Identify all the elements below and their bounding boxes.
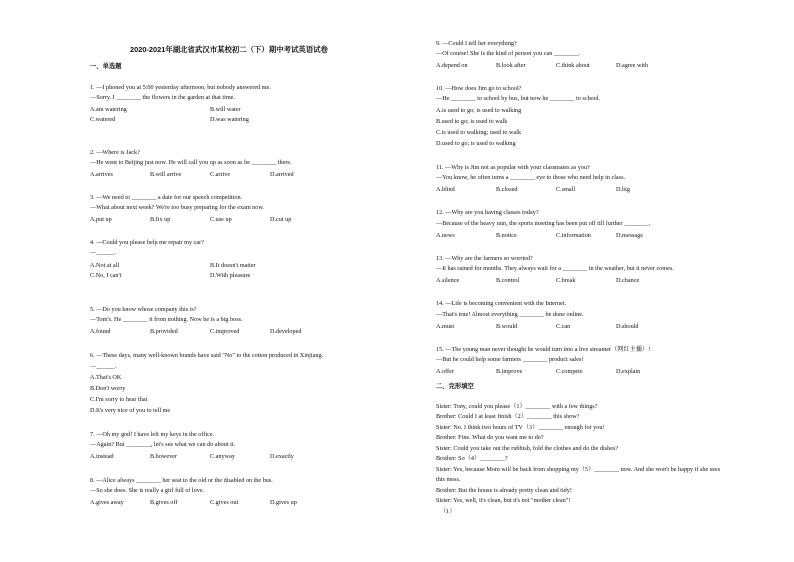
option-b[interactable]: B.Don't worry [90,385,126,392]
question-stem: —You know, he often turns a ________ eye to those who need help in class. [436,174,626,181]
option-c[interactable]: C.gives out [210,499,239,506]
option-d[interactable]: D.big [616,186,630,193]
option-c[interactable]: C.I'm sorry to hear that [90,396,148,403]
question-stem: 4. —Could you please help me repair my car? [90,239,204,246]
option-a[interactable]: A.must [436,323,455,330]
question-stem: 10. —How does Jim go to school? [436,85,522,92]
cloze-line: Sister: Yes, well, it's clean, but it's not "mother clean"! [436,497,571,504]
option-b[interactable]: B.will water [210,106,241,113]
page-title: 2020-2021年湖北省武汉市某校初二（下）期中考试英语试卷 [130,45,328,54]
option-d[interactable]: D.exactly [270,453,294,460]
question-stem: —______. [90,249,117,256]
question-stem: —______. [90,363,117,370]
option-c[interactable]: C.is used to walking; used to walk [436,129,522,136]
option-a[interactable]: A.silence [436,277,460,284]
option-a[interactable]: A.depend on [436,62,468,69]
question-stem: —Sorry. I ________ the flowers in the garden at that time. [90,94,235,101]
question-stem: 1. —I phoned you at 5:00 yesterday afternoon, but nobody answered me. [90,84,271,91]
question-stem: —It has rained for months. They always wait for a ________ in the weather, but it never comes. [436,265,674,272]
question-stem: —Because of the heavy rain, the sports meeting has been put off till further ________. [436,220,651,227]
option-a[interactable]: A.put up [90,216,112,223]
question-stem: 9. —Could I tell her everything? [436,40,517,47]
cloze-line: this mess. [436,476,461,483]
option-b[interactable]: B.gives off [150,499,178,506]
option-d[interactable]: D.explain [616,368,641,375]
option-a[interactable]: A.gives away [90,499,124,506]
option-b[interactable]: B.look after [496,62,526,69]
question-stem: —That's true! Almost everything ________ be done online. [436,311,584,318]
option-c[interactable]: C.small [556,186,576,193]
option-b[interactable]: B.used to go; is used to walk [436,118,508,125]
option-b[interactable]: B.improve [496,368,523,375]
option-c[interactable]: C.break [556,277,576,284]
cloze-question-number: （1） [440,508,456,515]
option-d[interactable]: D.message [616,232,643,239]
question-stem: —Of course! She is the kind of person you can ________. [436,50,581,57]
cloze-line: Sister: Yes, because Mom will be back from shopping my（5）________ now. And she won't be happy if she sees [436,466,721,473]
option-c[interactable]: C.information [556,232,591,239]
cloze-line: Brother: But the house is already pretty clean and tidy! [436,487,572,494]
option-a[interactable]: A.blind [436,186,455,193]
option-a[interactable]: A.found [90,328,111,335]
question-stem: —Again? But ________, let's see what we can do about it. [90,441,236,448]
option-d[interactable]: D.developed [270,328,302,335]
option-b[interactable]: B.control [496,277,520,284]
section-heading-cloze: 二、完形填空 [436,383,474,390]
question-stem: 8. —Alice always ________ her seat to the old or the disabled on the bus. [90,477,273,484]
cloze-line: Sister: No. I think two hours of TV（3）________ enough for you! [436,424,605,431]
option-a[interactable]: A.news [436,232,455,239]
question-stem: —But he could help some farmers ________ product sales! [436,356,584,363]
option-d[interactable]: D.arrived [270,171,294,178]
option-b[interactable]: B.provided [150,328,178,335]
question-stem: —So she does. She is really a girl full of love. [90,487,205,494]
option-b[interactable]: B.will arrive [150,171,182,178]
cloze-line: Sister: Tony, could you please（1）________ with a few things? [436,403,598,410]
question-stem: 7. —Oh my god! I have left my keys in the office. [90,431,215,438]
question-stem: —What about next week? We're too busy preparing for the exam now. [90,204,264,211]
question-stem: —He ________ to school by bus, but now he ________ to school. [436,95,601,102]
option-c[interactable]: C.No, I can't [90,272,122,279]
option-a[interactable]: A.Not at all [90,262,120,269]
option-a[interactable]: A.arrives [90,171,113,178]
option-c[interactable]: C.watered [90,116,116,123]
option-a[interactable]: A.is used to go; is used to walking [436,107,522,114]
option-d[interactable]: D.gives up [270,499,297,506]
option-c[interactable]: C.can [556,323,571,330]
option-d[interactable]: D.used to go; is used to walking [436,140,516,147]
option-d[interactable]: D.cut up [270,216,292,223]
option-d[interactable]: D.should [616,323,639,330]
option-d[interactable]: D.It's very nice of you to tell me [90,407,171,414]
option-a[interactable]: A.am watering [90,106,127,113]
option-b[interactable]: B.fix up [150,216,171,223]
option-a[interactable]: A.instead [90,453,114,460]
section-heading-single-choice: 一、单选题 [90,63,122,70]
option-c[interactable]: C.think about [556,62,590,69]
option-b[interactable]: B.notice [496,232,517,239]
option-c[interactable]: C.improved [210,328,240,335]
option-c[interactable]: C.use up [210,216,232,223]
question-stem: —Tom's. He ________ it from nothing. Now he is a big boss. [90,316,243,323]
question-stem: 14. —Life is becoming convenient with the Internet. [436,300,567,307]
question-stem: 6. —These days, many well-known brands have said "No" to the cotton produced in Xinjiang. [90,352,324,359]
option-d[interactable]: D.was watering [210,116,249,123]
option-b[interactable]: B.It doesn't matter [210,262,256,269]
option-b[interactable]: B.closed [496,186,518,193]
option-c[interactable]: C.compete [556,368,583,375]
option-d[interactable]: D.agree with [616,62,648,69]
cloze-line: Brother: Fine. What do you want me to do? [436,434,544,441]
question-stem: 5. —Do you know whose company this is? [90,306,197,313]
option-a[interactable]: A.offer [436,368,454,375]
option-b[interactable]: B.however [150,453,177,460]
question-stem: 11. —Why is Jim not as popular with your classmates as you? [436,164,590,171]
option-d[interactable]: D.With pleasure [210,272,251,279]
cloze-line: Brother: Could I at least finish（2）________ this show? [436,413,580,420]
cloze-line: Brother: So（4）________? [436,455,508,462]
question-stem: 3. —We need to ________ a date for our speech competition. [90,194,243,201]
option-d[interactable]: D.chance [616,277,640,284]
option-c[interactable]: C.anyway [210,453,235,460]
question-stem: 2. —Where is Jack? [90,149,140,156]
question-stem: —He went to Beijing just now. He will call you up as soon as he ________ there. [90,159,292,166]
cloze-line: Sister: Could you take out the rubbish, fold the clothes and do the dishes? [436,445,619,452]
question-stem: 15. —The young man never thought he would turn into a live streamer（网红主播）! [436,346,651,353]
option-b[interactable]: B.would [496,323,518,330]
question-stem: 12. —Why are you having classes today? [436,209,539,216]
option-c[interactable]: C.arrive [210,171,231,178]
question-stem: 13. —Why are the farmers so worried? [436,255,533,262]
option-a[interactable]: A.That's OK [90,374,122,381]
